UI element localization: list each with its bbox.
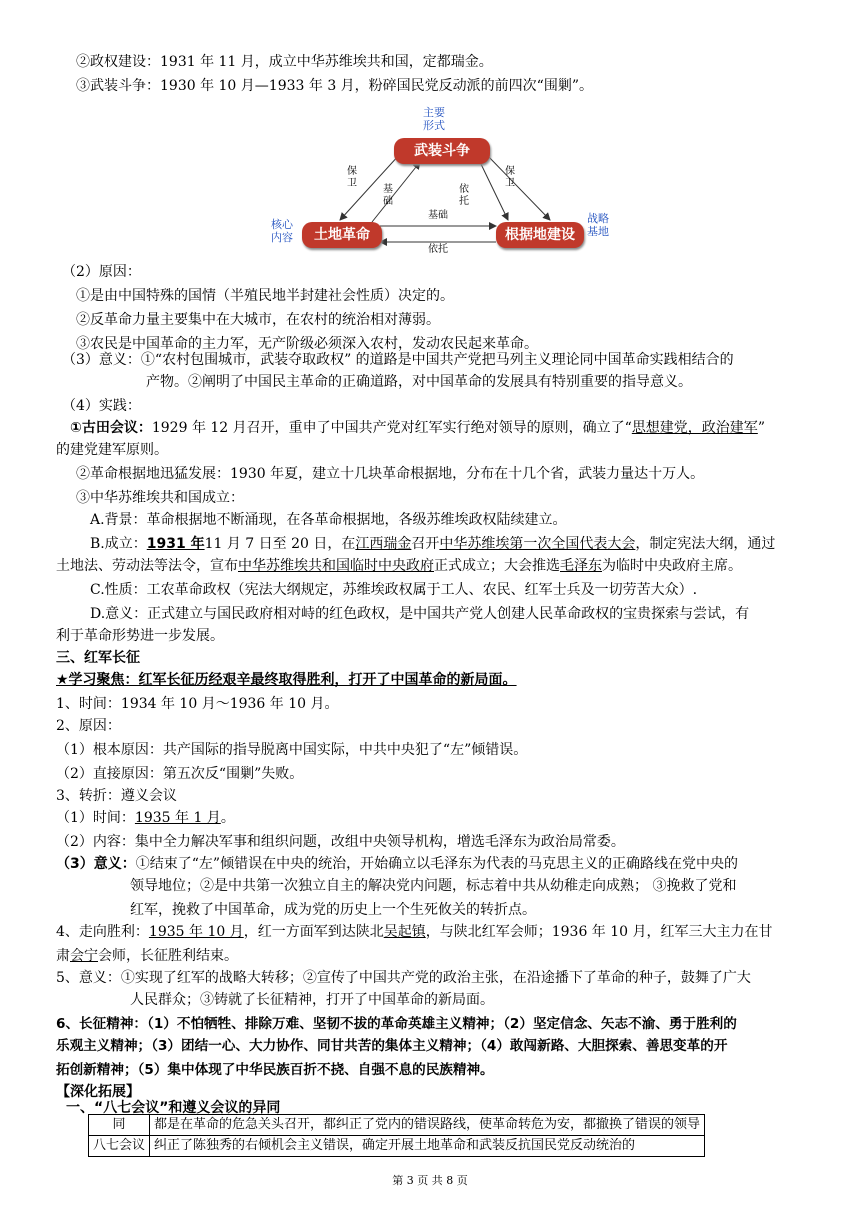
turning-point-heading: 3、转折：遵义会议 [56, 788, 177, 804]
bottom-top-label: 基础 [428, 210, 448, 221]
spirit-line-1: 6、长征精神：（1）不怕牺牲、排除万难、坚韧不拔的革命英雄主义精神；（2）坚定信念、矢志不渝、勇于胜利的 [56, 1016, 737, 1032]
spirit-line-2: 乐观主义精神；（3）团结一心、大力协作、同甘共苦的集体主义精神；（4）敢闯新路、大胆探索、善思变革的开 [56, 1038, 728, 1054]
gutian-label: ①古田会议： [70, 420, 152, 436]
founding-rest: ，制定宪法大纲，通过 [635, 536, 776, 552]
laws-text: 土地法、劳动法等法令，宣布 [56, 558, 238, 574]
elect-text: 正式成立；大会推选 [434, 558, 560, 574]
soviet-heading: ③中华苏维埃共和国成立： [76, 490, 244, 506]
bottom-bottom-label: 依托 [428, 244, 448, 255]
main-form-note: 主要 形式 [423, 106, 445, 132]
revolution-triangle-diagram [260, 102, 620, 262]
founding-congress: 中华苏维埃第一次全国代表大会 [439, 536, 636, 552]
section-3-heading: 三、红军长征 [56, 650, 140, 666]
comparison-heading: 一、“八七会议”和遵义会议的异同 [66, 1100, 281, 1116]
base-development: ②革命根据地迅猛发展：1930 年夏，建立十几块革命根据地，分布在十几个省，武装力量达十万人。 [76, 466, 705, 482]
core-content-note: 核心 内容 [271, 218, 293, 244]
victory-date: 1935 年 10 月 [148, 924, 244, 940]
soviet-nature: C.性质：工农革命政权（宪法大纲规定，苏维埃政权属于工人、农民、红军士兵及一切劳苦大众）. [90, 582, 698, 598]
soviet-founding-2 [56, 556, 742, 576]
gutian-line-2: 的建党建军原则。 [56, 442, 168, 458]
victory-rest: ，与陕北红军会师；1936 年 10 月，红军三大主力在甘 [425, 924, 773, 940]
root-cause: （1）根本原因：共产国际的指导脱离中国实际，中共中央犯了“左”倾错误。 [56, 742, 528, 758]
chairman-text: 为临时中央政府主席。 [602, 558, 742, 574]
soviet-background: A.背景：革命根据地不断涌现，在各革命根据地，各级苏维埃政权陆续建立。 [90, 512, 567, 528]
table-row [89, 1136, 705, 1157]
founding-place: 江西瑞金 [355, 536, 412, 552]
strategic-base-note: 战略 基地 [587, 212, 609, 238]
practice-heading: （4）实践： [62, 398, 141, 414]
spirit-line-3: 拓创新精神；（5）集中体现了中华民族百折不挠、自强不息的民族精神。 [56, 1062, 494, 1078]
soviet-meaning-2: 利于革命形势进一步发展。 [56, 628, 224, 644]
march-cause-heading: 2、原因： [56, 718, 121, 734]
founding-year: 1931 年 [146, 536, 205, 552]
reason-3: ③农民是中国革命的主力军，无产阶级必须深入农村，发动农民起来革命。 [76, 336, 538, 352]
victory2-end: 会师，长征胜利结束。 [98, 948, 238, 964]
row-label: 八七会议 [89, 1136, 150, 1157]
meaning-line-2: 产物。②阐明了中国民主革命的正确道路，对中国革命的发展具有特别重要的指导意义。 [146, 374, 692, 390]
victory2-start: 肃 [56, 948, 70, 964]
direct-cause: （2）直接原因：第五次反“围剿”失败。 [56, 766, 304, 782]
land-revolution-box: 土地革命 [302, 222, 382, 248]
founding-date: 11 月 7 日至 20 日，在 [204, 536, 356, 552]
zunyi-meaning-text: ①结束了“左”倾错误在中央的统治，开始确立以毛泽东为代表的马克思主义的正确路线在党中央的 [135, 856, 739, 872]
soviet-founding [90, 534, 775, 554]
zunyi-meaning-1 [56, 854, 738, 874]
provisional-government: 中华苏维埃共和国临时中央政府 [238, 558, 434, 574]
huining-place: 会宁 [70, 948, 98, 964]
march-time: 1、时间：1934 年 10 月～1936 年 10 月。 [56, 696, 339, 712]
row-label: 同 [89, 1115, 150, 1136]
gutian-principle: 思想建党，政治建军 [631, 420, 758, 436]
reason-2: ②反革命力量主要集中在大城市，在农村的统治相对薄弱。 [76, 312, 440, 328]
victory-text: ，红一方面军到达陕北 [243, 924, 384, 940]
reason-heading: （2）原因： [62, 264, 141, 280]
victory-label: 4、走向胜利： [56, 924, 149, 940]
armed-struggle-line: ③武装斗争：1930 年 10 月—1933 年 3 月，粉碎国民党反动派的前四次“围剿”。 [76, 78, 593, 94]
zunyi-time-end: 。 [220, 810, 235, 826]
left-inner-label: 基 础 [383, 184, 393, 207]
right-outer-label: 保 卫 [505, 166, 515, 189]
base-building-box: 根据地建设 [496, 222, 584, 248]
meaning-line-1: （3）意义：①“农村包围城市，武装夺取政权” 的道路是中国共产党把马列主义理论同中国革命实践相结合的 [62, 352, 734, 368]
regime-line: ②政权建设：1931 年 11 月，成立中华苏维埃共和国，定都瑞金。 [76, 54, 493, 70]
march-significance-2: 人民群众；③铸就了长征精神，打开了中国革命的新局面。 [130, 992, 494, 1008]
comparison-table [88, 1114, 705, 1157]
table-row [89, 1115, 705, 1136]
gutian-line [70, 418, 765, 438]
armed-struggle-box: 武装斗争 [394, 138, 490, 164]
victory-place: 吴起镇 [383, 924, 426, 940]
victory-line [56, 922, 773, 942]
reason-1: ①是由中国特殊的国情（半殖民地半封建社会性质）决定的。 [76, 288, 454, 304]
march-significance-1: 5、意义：①实现了红军的战略大转移；②宣传了中国共产党的政治主张，在沿途播下了革命的种子，鼓舞了广大 [56, 970, 751, 986]
zunyi-content: （2）内容：集中全力解决军事和组织问题，改组中央领导机构，增选毛泽东为政治局常委。 [56, 834, 625, 850]
gutian-end: ” [757, 420, 765, 436]
deep-expansion-heading: 【深化拓展】 [56, 1084, 140, 1100]
soviet-meaning-1: D.意义：正式建立与国民政府相对峙的红色政权，是中国共产党人创建人民革命政权的宝贵探索与尝试，有 [90, 606, 750, 622]
zunyi-time [56, 808, 235, 828]
chairman-name: 毛泽东 [560, 558, 602, 574]
zunyi-meaning-3: 红军，挽救了中国革命，成为党的历史上一个生死攸关的转折点。 [130, 902, 536, 918]
gutian-text: 1929 年 12 月召开，重申了中国共产党对红军实行绝对领导的原则，确立了“ [151, 420, 632, 436]
study-focus: ★学习聚焦：红军长征历经艰辛最终取得胜利，打开了中国革命的新局面。 [56, 672, 517, 688]
zunyi-meaning-2: 领导地位；②是中共第一次独立自主的解决党内问题，标志着中共从幼稚走向成熟； ③挽救了党和 [130, 878, 737, 894]
right-inner-label: 依 托 [459, 184, 469, 207]
zunyi-time-label: （1）时间： [56, 810, 135, 826]
row-content: 都是在革命的危急关头召开，都纠正了党内的错误路线，使革命转危为安，都撤换了错误的领导 [150, 1115, 705, 1136]
row-content: 纠正了陈独秀的右倾机会主义错误，确定开展土地革命和武装反抗国民党反动统治的 [150, 1136, 705, 1157]
founding-verb: 召开 [411, 536, 440, 552]
zunyi-date: 1935 年 1 月 [134, 810, 221, 826]
zunyi-meaning-label: （3）意义： [56, 856, 136, 872]
page-footer: 第 3 页 共 8 页 [392, 1174, 468, 1187]
victory-line-2 [56, 946, 238, 966]
founding-label: B.成立： [90, 536, 147, 552]
left-outer-label: 保 卫 [347, 166, 357, 189]
